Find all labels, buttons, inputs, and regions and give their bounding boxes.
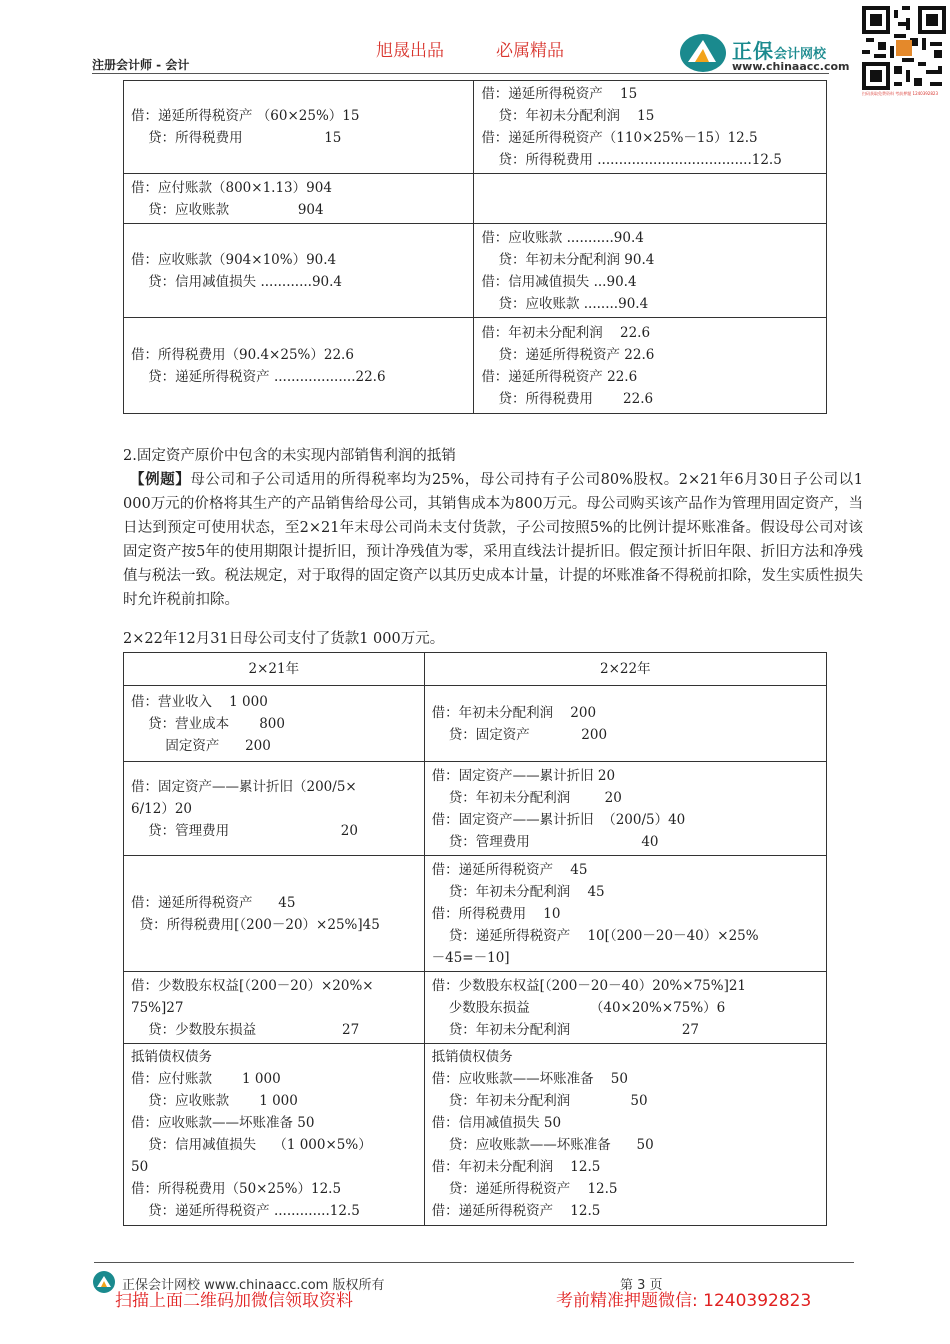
entry-cell: 借：递延所得税资产 （60×25%）15 贷：所得税费用 15 — [124, 81, 474, 174]
entry-cell — [474, 174, 827, 224]
entry-cell: 借：应收账款 ...........90.4 贷：年初未分配利润 90.4 借：信用减值损失 ...90.4 贷：应收账款 ........90.4 — [474, 224, 827, 318]
table-row — [124, 972, 827, 1044]
header-slogan-left: 旭晟出品 — [376, 41, 444, 61]
course-title: 注册会计师 - 会计 — [92, 58, 190, 72]
entry-cell: 借：所得税费用（90.4×25%）22.6 贷：递延所得税资产 ...................22.6 — [124, 318, 474, 414]
table-row — [124, 856, 827, 972]
table-row — [124, 174, 827, 224]
section-heading: 2.固定资产原价中包含的未实现内部销售利润的抵销 — [123, 448, 456, 464]
payment-note: 2×22年12月31日母公司支付了货款1 000万元。 — [123, 631, 445, 647]
ledger-table-continued — [123, 80, 827, 414]
entry-cell: 借：应收账款（904×10%）90.4 贷：信用减值损失 ............90.4 — [124, 224, 474, 318]
entry-cell: 借：营业收入 1 000 贷：营业成本 800 固定资产 200 — [124, 686, 425, 762]
table-header-row — [124, 653, 827, 686]
column-header-2021: 2×21年 — [124, 653, 425, 686]
column-header-2022: 2×22年 — [424, 653, 826, 686]
page-number: 第 3 页 — [620, 1278, 663, 1293]
entry-cell: 借：少数股东权益[（200－20－40）20%×75%]21 少数股东损益 （40×20%×75%）6 贷：年初未分配利润 27 — [424, 972, 826, 1044]
example-label: 【例题】 — [130, 471, 191, 488]
entry-cell: 借：递延所得税资产 15 贷：年初未分配利润 15 借：递延所得税资产（110×25%－15）12.5 贷：所得税费用 ....................................12.5 — [474, 81, 827, 174]
table-row — [124, 686, 827, 762]
wechat-ad-right: 考前精准押题微信: 1240392823 — [556, 1291, 812, 1311]
entry-cell: 抵销债权债务 借：应付账款 1 000 贷：应收账款 1 000 借：应收账款——坏账准备 50 贷：信用减值损失 （1 000×5%） 50 借：所得税费用（50×25%）12.5 贷：递延所得税资产 .............12.5 — [124, 1044, 425, 1226]
logo-url: www.chinaacc.com — [732, 60, 850, 73]
footer-copyright: 正保会计网校 www.chinaacc.com 版权所有 — [122, 1278, 385, 1293]
entry-cell: 借：固定资产——累计折旧（200/5× 6/12）20 贷：管理费用 20 — [124, 762, 425, 856]
entry-cell: 借：应付账款（800×1.13）904 贷：应收账款 904 — [124, 174, 474, 224]
entry-cell: 借：年初未分配利润 200 贷：固定资产 200 — [424, 686, 826, 762]
table-row — [124, 224, 827, 318]
entry-cell: 抵销债权债务 借：应收账款——坏账准备 50 贷：年初未分配利润 50 借：信用减值损失 50 贷：应收账款——坏账准备 50 借：年初未分配利润 12.5 贷：递延所得税资产 12.5 借：递延所得税资产 12.5 — [424, 1044, 826, 1226]
entry-cell: 借：少数股东权益[（200－20）×20%× 75%]27 贷：少数股东损益 27 — [124, 972, 425, 1044]
qr-caption: 扫码获取免费资料 考前押题 1240392823 — [862, 91, 938, 96]
logo-emblem-icon — [678, 32, 728, 74]
table-row — [124, 81, 827, 174]
header-slogan-right: 必属精品 — [496, 41, 564, 61]
entry-cell: 借：递延所得税资产 45 贷：所得税费用[（200－20）×25%]45 — [124, 856, 425, 972]
footer-divider — [94, 1262, 854, 1263]
example-text: 母公司和子公司适用的所得税率均为25%，母公司持有子公司80%股权。2×21年6月30日子公司以1 000万元的价格将其生产的产品销售给母公司，其销售成本为800万元。母公司购买该产品作为管理用固定资产，当日达到预定可使用状态，至2×21年末母公司尚未支付货款，子公司按照5%的比例计提坏账准备。假设母公司对该固定资产按5年的使用期限计提折旧，预计净残值为零，采用直线法计提折旧。假定预计折旧年限、折旧方法和净残值与税法一致。税法规定，对于取得的固定资产以其历史成本计量，计提的坏账准备不得税前扣除，发生实质性损失时允许税前扣除。 — [123, 472, 864, 608]
wechat-ad-left: 扫描上面二维码加微信领取资料 — [115, 1291, 353, 1311]
logo-brand: 正保会计网校 — [732, 39, 827, 63]
ledger-table-main — [123, 652, 827, 1226]
entry-cell: 借：年初未分配利润 22.6 贷：递延所得税资产 22.6 借：递延所得税资产 22.6 贷：所得税费用 22.6 — [474, 318, 827, 414]
example-paragraph — [123, 468, 863, 612]
table-row — [124, 762, 827, 856]
qr-code-icon[interactable] — [862, 6, 946, 90]
table-row — [124, 318, 827, 414]
table-row — [124, 1044, 827, 1226]
footer-logo-icon — [92, 1270, 116, 1294]
entry-cell: 借：递延所得税资产 45 贷：年初未分配利润 45 借：所得税费用 10 贷：递延所得税资产 10[（200－20－40）×25% －45=－10] — [424, 856, 826, 972]
entry-cell: 借：固定资产——累计折旧 20 贷：年初未分配利润 20 借：固定资产——累计折旧 （200/5）40 贷：管理费用 40 — [424, 762, 826, 856]
